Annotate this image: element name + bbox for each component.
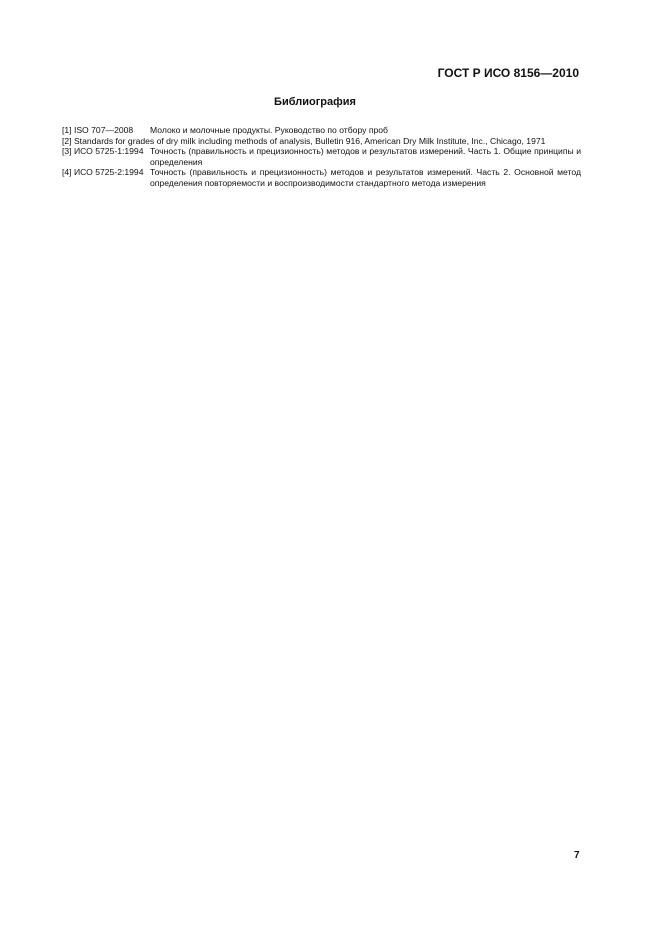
entry-reference: [3] ИСО 5725-1:1994 (62, 146, 144, 157)
entry-reference: [4] ИСО 5725-2:1994 (62, 167, 144, 178)
entry-text: Standards for grades of dry milk including methods of analysis, Bulletin 916, American Dry Milk Institute, Inc., Chicago, 1971 (73, 135, 546, 146)
entry-reference: [1] ISO 707—2008 (62, 125, 134, 135)
bibliography-entry (62, 125, 581, 136)
bibliography-entry (62, 146, 581, 167)
section-title: Библиография (274, 96, 356, 108)
bibliography-list (62, 125, 581, 189)
entry-text: Точность (правильность и прецизионность) методов и результатов измерений. Часть 1. Общие принципы и определения (150, 146, 581, 167)
bibliography-entry (62, 167, 581, 188)
bibliography-entry (62, 136, 581, 147)
entry-text: Молоко и молочные продукты. Руководство по отбору проб (150, 125, 388, 135)
entry-text: Точность (правильность и прецизионность) методов и результатов измерений. Часть 2. Основной метод определения повторяемости и воспроизводимости стандартного метода измерения (150, 167, 581, 188)
entry-reference: [2] (62, 135, 72, 146)
document-designation: ГОСТ Р ИСО 8156—2010 (437, 66, 579, 80)
page-number: 7 (574, 850, 580, 861)
